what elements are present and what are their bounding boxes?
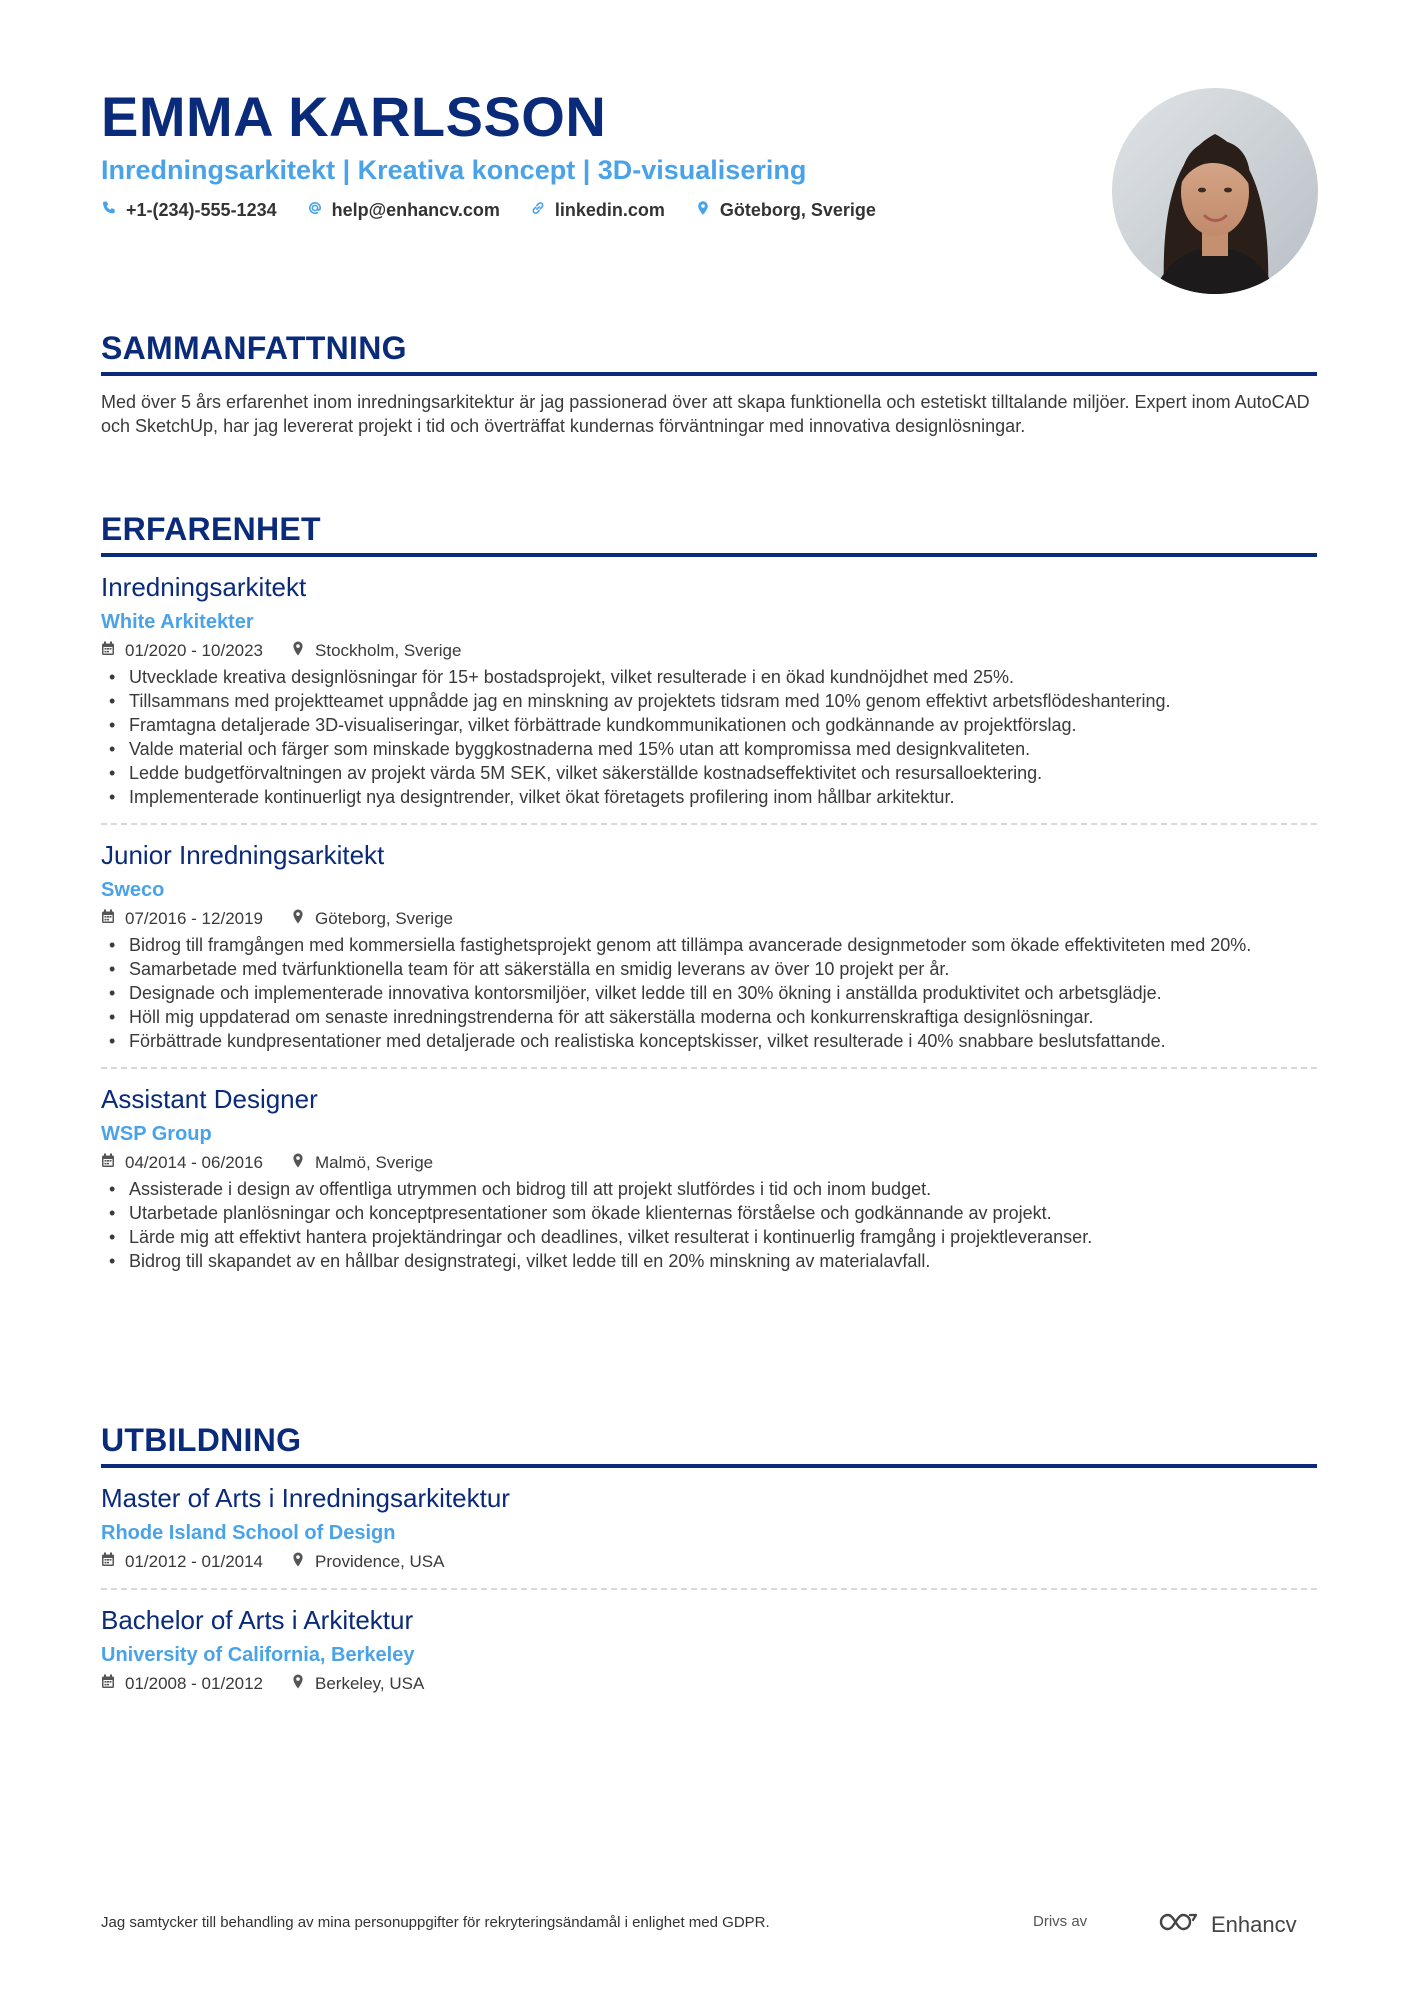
contact-linkedin-text: linkedin.com xyxy=(554,200,665,220)
education-meta xyxy=(101,1672,1317,1696)
job-dates xyxy=(101,907,263,931)
calendar-icon xyxy=(101,1550,115,1574)
bullet-item: • Utarbetade planlösningar och konceptpresentationer som ökade klienternas förståelse och godkännande av projekt. xyxy=(101,1201,1317,1225)
job-dates-text: 04/2014 - 06/2016 xyxy=(125,1153,264,1172)
contact-phone[interactable] xyxy=(101,200,277,221)
section-title-summary: SAMMANFATTNING xyxy=(101,330,407,366)
calendar-icon xyxy=(101,907,115,931)
job-location xyxy=(291,907,453,931)
education-location xyxy=(291,1550,444,1574)
job-meta xyxy=(101,1151,1317,1175)
map-pin-icon xyxy=(291,1550,305,1574)
candidate-headline: Inredningsarkitekt | Kreativa koncept | 3D-visualisering xyxy=(101,155,807,185)
degree-title: Bachelor of Arts i Arkitektur xyxy=(101,1605,414,1635)
contact-location-text: Göteborg, Sverige xyxy=(719,200,876,220)
experience-entry xyxy=(101,1069,1317,1273)
contact-email-text: help@enhancv.com xyxy=(331,200,500,220)
section-divider xyxy=(101,372,1317,376)
experience-entry xyxy=(101,557,1317,825)
education-location-text: Providence, USA xyxy=(315,1552,445,1571)
section-title-education: UTBILDNING xyxy=(101,1422,302,1458)
map-pin-icon xyxy=(291,1672,305,1696)
contact-location xyxy=(695,200,876,221)
company-name: Sweco xyxy=(101,879,165,901)
job-bullets xyxy=(101,665,1317,809)
map-pin-icon xyxy=(695,200,711,221)
degree-title: Master of Arts i Inredningsarkitektur xyxy=(101,1483,510,1513)
job-bullets xyxy=(101,933,1317,1053)
bullet-item: • Ledde budgetförvaltningen av projekt värda 5M SEK, vilket säkerställde kostnadseffektivitet och resursalloektering. xyxy=(101,761,1317,785)
at-icon xyxy=(307,200,323,221)
job-location-text: Stockholm, Sverige xyxy=(315,641,462,660)
education-location-text: Berkeley, USA xyxy=(315,1674,425,1693)
gdpr-consent-text: Jag samtycker till behandling av mina personuppgifter för rekryteringsändamål i enlighet med GDPR. xyxy=(101,1914,770,1931)
job-meta xyxy=(101,907,1317,931)
link-icon xyxy=(530,200,546,221)
section-title-experience: ERFARENHET xyxy=(101,511,321,547)
bullet-item: • Tillsammans med projektteamet uppnådde jag en minskning av projektets tidsram med 10% genom effektivt arbetsflödeshantering. xyxy=(101,689,1317,713)
bullet-item: • Assisterade i design av offentliga utrymmen och bidrog till att projekt slutfördes i tid och inom budget. xyxy=(101,1177,1317,1201)
contact-linkedin[interactable] xyxy=(530,200,665,221)
job-title: Junior Inredningsarkitekt xyxy=(101,840,385,870)
phone-icon xyxy=(101,200,117,221)
bullet-item: • Höll mig uppdaterad om senaste inredningstrenderna för att säkerställa moderna och konkurrenskraftiga designlösningar. xyxy=(101,1005,1317,1029)
education-entry xyxy=(101,1590,1317,1696)
company-name: WSP Group xyxy=(101,1123,212,1145)
education-dates xyxy=(101,1672,263,1696)
calendar-icon xyxy=(101,1151,115,1175)
map-pin-icon xyxy=(291,639,305,663)
calendar-icon xyxy=(101,1672,115,1696)
map-pin-icon xyxy=(291,907,305,931)
contact-email[interactable] xyxy=(307,200,500,221)
page-footer xyxy=(101,1910,1317,1940)
job-dates xyxy=(101,1151,263,1175)
bullet-item: • Bidrog till skapandet av en hållbar designstrategi, vilket ledde till en 20% minskning av materialavfall. xyxy=(101,1249,1317,1273)
enhancv-logo[interactable] xyxy=(1157,1910,1297,1940)
bullet-item: • Valde material och färger som minskade byggkostnaderna med 15% utan att kompromissa med designkvaliteten. xyxy=(101,737,1317,761)
school-name: University of California, Berkeley xyxy=(101,1644,415,1666)
school-name: Rhode Island School of Design xyxy=(101,1522,396,1544)
contact-phone-text: +1-(234)-555-1234 xyxy=(126,200,277,220)
powered-by-text: Drivs av xyxy=(1033,1913,1088,1930)
enhancv-mark-icon xyxy=(1157,1910,1201,1940)
job-location xyxy=(291,1151,433,1175)
bullet-item: • Implementerade kontinuerligt nya designtrender, vilket ökat företagets profilering inom hållbar arkitektur. xyxy=(101,785,1317,809)
map-pin-icon xyxy=(291,1151,305,1175)
bullet-item: • Förbättrade kundpresentationer med detaljerade och realistiska konceptskisser, vilket resulterade i 40% snabbare beslutsfattande. xyxy=(101,1029,1317,1053)
education-section xyxy=(101,1420,1317,1696)
education-dates-text: 01/2012 - 01/2014 xyxy=(125,1552,264,1571)
bullet-item: • Designade och implementerade innovativa kontorsmiljöer, vilket ledde till en 30% ökning i anställda produktivitet och arbetsglädje. xyxy=(101,981,1317,1005)
bullet-item: • Framtagna detaljerade 3D-visualiseringar, vilket förbättrade kundkommunikationen och godkännande av projektförslag. xyxy=(101,713,1317,737)
summary-section xyxy=(101,328,1317,438)
job-meta xyxy=(101,639,1317,663)
education-location xyxy=(291,1672,424,1696)
experience-section xyxy=(101,509,1317,1273)
experience-entry xyxy=(101,825,1317,1069)
candidate-name: EMMA KARLSSON xyxy=(101,85,607,148)
contact-list xyxy=(101,200,1081,221)
profile-photo xyxy=(1112,88,1318,294)
bullet-item: • Utvecklade kreativa designlösningar för 15+ bostadsprojekt, vilket resulterade i en ökad kundnöjdhet med 25%. xyxy=(101,665,1317,689)
job-dates-text: 07/2016 - 12/2019 xyxy=(125,909,264,928)
job-dates-text: 01/2020 - 10/2023 xyxy=(125,641,264,660)
job-location xyxy=(291,639,461,663)
resume-header xyxy=(101,84,1081,221)
bullet-item: • Samarbetade med tvärfunktionella team för att säkerställa en smidig leverans av över 10 projekt per år. xyxy=(101,957,1317,981)
education-dates-text: 01/2008 - 01/2012 xyxy=(125,1674,264,1693)
job-location-text: Göteborg, Sverige xyxy=(315,909,453,928)
job-title: Inredningsarkitekt xyxy=(101,572,307,602)
job-dates xyxy=(101,639,263,663)
bullet-item: • Bidrog till framgången med kommersiella fastighetsprojekt genom att tillämpa avancerade designmetoder som ökade effektiviteten med 20%. xyxy=(101,933,1317,957)
education-meta xyxy=(101,1550,1317,1574)
education-dates xyxy=(101,1550,263,1574)
company-name: White Arkitekter xyxy=(101,611,254,633)
summary-text: Med över 5 års erfarenhet inom inredningsarkitektur är jag passionerad över att skapa funktionella och estetiskt tilltalande miljöer. Expert inom AutoCAD och SketchUp, har jag levererat projekt i tid och överträffat kundernas förväntningar med innovativa designlösningar. xyxy=(101,392,1310,436)
brand-name: Enhancv xyxy=(1211,1912,1297,1937)
bullet-item: • Lärde mig att effektivt hantera projektändringar och deadlines, vilket resulterat i kontinuerlig framgång i projektleveranser. xyxy=(101,1225,1317,1249)
job-title: Assistant Designer xyxy=(101,1084,318,1114)
education-entry xyxy=(101,1468,1317,1590)
job-bullets xyxy=(101,1177,1317,1273)
calendar-icon xyxy=(101,639,115,663)
job-location-text: Malmö, Sverige xyxy=(315,1153,434,1172)
